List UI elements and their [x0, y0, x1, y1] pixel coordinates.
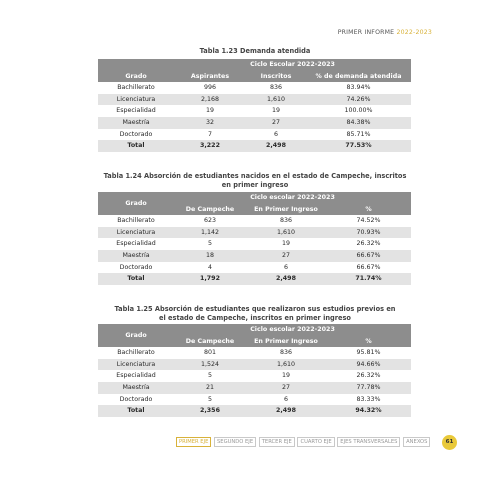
- table1-col-header: % de demanda atendida: [306, 71, 411, 83]
- table-cell: Total: [98, 273, 174, 285]
- table-cell: 77.53%: [306, 140, 411, 152]
- table-cell: 2,498: [246, 405, 326, 417]
- nav-primer-eje[interactable]: PRIMER EJE: [176, 437, 211, 447]
- table-cell: 623: [203, 217, 217, 225]
- table3-col-header: De Campeche: [174, 336, 246, 348]
- nav-ejes-transversales[interactable]: EJES TRANSVERSALES: [337, 437, 400, 447]
- table-cell: 3,222: [174, 140, 246, 152]
- table-cell: 18: [174, 250, 246, 262]
- table-cell: 83.33%: [356, 395, 381, 403]
- nav-anexos[interactable]: ANEXOS: [403, 437, 430, 447]
- table-row: [98, 117, 411, 129]
- table-cell: 1,524: [174, 359, 246, 371]
- table-cell: 19: [281, 240, 290, 248]
- table-cell: 836: [279, 217, 293, 225]
- table-total-row: [98, 405, 411, 417]
- table-cell: Total: [98, 140, 174, 152]
- footer-nav: [176, 437, 431, 447]
- table-cell: 27: [246, 117, 306, 129]
- table-total-row: [98, 273, 411, 285]
- table-cell: 1,610: [246, 227, 326, 239]
- table2-col-header: %: [326, 204, 411, 216]
- nav-tercer-eje[interactable]: TERCER EJE: [259, 437, 295, 447]
- table-cell: 19: [281, 372, 290, 380]
- table-cell: Total: [98, 405, 174, 417]
- table-cell: 19: [271, 107, 280, 115]
- table-cell: 27: [246, 382, 326, 394]
- table-cell: 77.78%: [326, 382, 411, 394]
- table-cell: 27: [246, 250, 326, 262]
- table-cell: Bachillerato: [117, 349, 155, 357]
- table3-caption-line2: el estado de Campeche, inscritos en primer ingreso: [159, 313, 351, 322]
- table-row: [98, 82, 411, 94]
- table-cell: 1,610: [246, 94, 306, 106]
- table-cell: Doctorado: [119, 263, 153, 271]
- table1-demanda-atendida: [98, 59, 411, 152]
- table3-col-header: En Primer Ingreso: [246, 336, 326, 348]
- table-cell: 94.32%: [326, 405, 411, 417]
- table-cell: Licenciatura: [98, 359, 174, 371]
- table-cell: Maestría: [98, 117, 174, 129]
- table-cell: Doctorado: [119, 395, 153, 403]
- table-cell: Bachillerato: [117, 84, 155, 92]
- table2-caption: [96, 172, 414, 189]
- table1-col-header: Inscritos: [246, 71, 306, 83]
- table-cell: 836: [269, 84, 283, 92]
- table-cell: 2,168: [174, 94, 246, 106]
- table3-absorcion-estudios-previos: [98, 324, 411, 417]
- table-row: [98, 129, 411, 141]
- table-row: [98, 105, 411, 117]
- table-cell: 6: [283, 395, 288, 403]
- table-cell: 84.38%: [306, 117, 411, 129]
- table1-blank-header: [98, 59, 174, 71]
- table-cell: 32: [174, 117, 246, 129]
- table-cell: 26.32%: [356, 240, 381, 248]
- table-cell: 836: [279, 349, 293, 357]
- table2-absorcion-nacidos: [98, 192, 411, 285]
- table2-col-header: De Campeche: [174, 204, 246, 216]
- table-cell: 85.71%: [346, 130, 371, 138]
- table-cell: Especialidad: [116, 240, 156, 248]
- nav-cuarto-eje[interactable]: CUARTO EJE: [297, 437, 334, 447]
- table3-super-header: Ciclo escolar 2022-2023: [174, 324, 411, 336]
- table2-caption-line2: en primer ingreso: [221, 180, 289, 189]
- header-year: 2022-2023: [396, 29, 432, 36]
- table-cell: 71.74%: [326, 273, 411, 285]
- table-row: [98, 382, 411, 394]
- table3-grado-header: Grado: [98, 324, 174, 347]
- table2-caption-line1: Tabla 1.24 Absorción de estudiantes nacidos en el estado de Campeche, inscritos: [103, 172, 407, 180]
- table-cell: Maestría: [98, 382, 174, 394]
- table3-caption: [96, 305, 414, 322]
- table-cell: 2,356: [174, 405, 246, 417]
- table-cell: 21: [174, 382, 246, 394]
- table-row: [98, 238, 411, 250]
- table-cell: Licenciatura: [98, 227, 174, 239]
- table-cell: 7: [207, 130, 212, 138]
- table2-super-header: Ciclo escolar 2022-2023: [174, 192, 411, 204]
- table-cell: 6: [283, 263, 288, 271]
- table-cell: Bachillerato: [117, 217, 155, 225]
- table-cell: Especialidad: [116, 107, 156, 115]
- table-cell: 19: [205, 107, 214, 115]
- table-cell: 5: [207, 372, 212, 380]
- table-cell: 6: [273, 130, 278, 138]
- table-row: [98, 94, 411, 106]
- page-number: 61: [442, 435, 457, 450]
- table-row: [98, 215, 411, 227]
- table-row: [98, 262, 411, 274]
- table1-caption: Tabla 1.23 Demanda atendida: [199, 47, 311, 55]
- table-cell: 1,792: [174, 273, 246, 285]
- table-row: [98, 370, 411, 382]
- table-cell: 4: [207, 263, 212, 271]
- table-cell: 2,498: [246, 140, 306, 152]
- page-header: [338, 29, 432, 36]
- table-cell: Doctorado: [119, 130, 153, 138]
- table-cell: 100.00%: [344, 107, 373, 115]
- table3-caption-line1: Tabla 1.25 Absorción de estudiantes que realizaron sus estudios previos en: [114, 305, 396, 313]
- table2-col-header: En Primer Ingreso: [246, 204, 326, 216]
- table1-super-header: Ciclo Escolar 2022-2023: [174, 59, 411, 71]
- table2-grado-header: Grado: [98, 192, 174, 215]
- table-cell: 5: [207, 395, 212, 403]
- table-row: [98, 347, 411, 359]
- table3-col-header: %: [326, 336, 411, 348]
- table-total-row: [98, 140, 411, 152]
- table1-col-header: Aspirantes: [174, 71, 246, 83]
- table-cell: 74.52%: [356, 217, 381, 225]
- table-cell: 801: [203, 349, 217, 357]
- table-cell: 2,498: [246, 273, 326, 285]
- table-cell: 5: [207, 240, 212, 248]
- nav-segundo-eje[interactable]: SEGUNDO EJE: [214, 437, 256, 447]
- table-cell: 74.26%: [306, 94, 411, 106]
- table-cell: 1,610: [246, 359, 326, 371]
- header-title: PRIMER INFORME: [337, 29, 395, 36]
- table-row: [98, 227, 411, 239]
- table-row: [98, 250, 411, 262]
- table-cell: 95.81%: [356, 349, 381, 357]
- table-cell: Licenciatura: [98, 94, 174, 106]
- table-cell: 83.94%: [346, 84, 371, 92]
- table-cell: 66.67%: [356, 263, 381, 271]
- table-cell: 1,142: [174, 227, 246, 239]
- table-cell: Especialidad: [116, 372, 156, 380]
- table-row: [98, 394, 411, 406]
- table-cell: Maestría: [98, 250, 174, 262]
- table-cell: 66.67%: [326, 250, 411, 262]
- table-cell: 70.93%: [326, 227, 411, 239]
- table-cell: 94.66%: [326, 359, 411, 371]
- table-cell: 996: [203, 84, 217, 92]
- table1-col-header: Grado: [98, 71, 174, 83]
- table-cell: 26.32%: [356, 372, 381, 380]
- table-row: [98, 359, 411, 371]
